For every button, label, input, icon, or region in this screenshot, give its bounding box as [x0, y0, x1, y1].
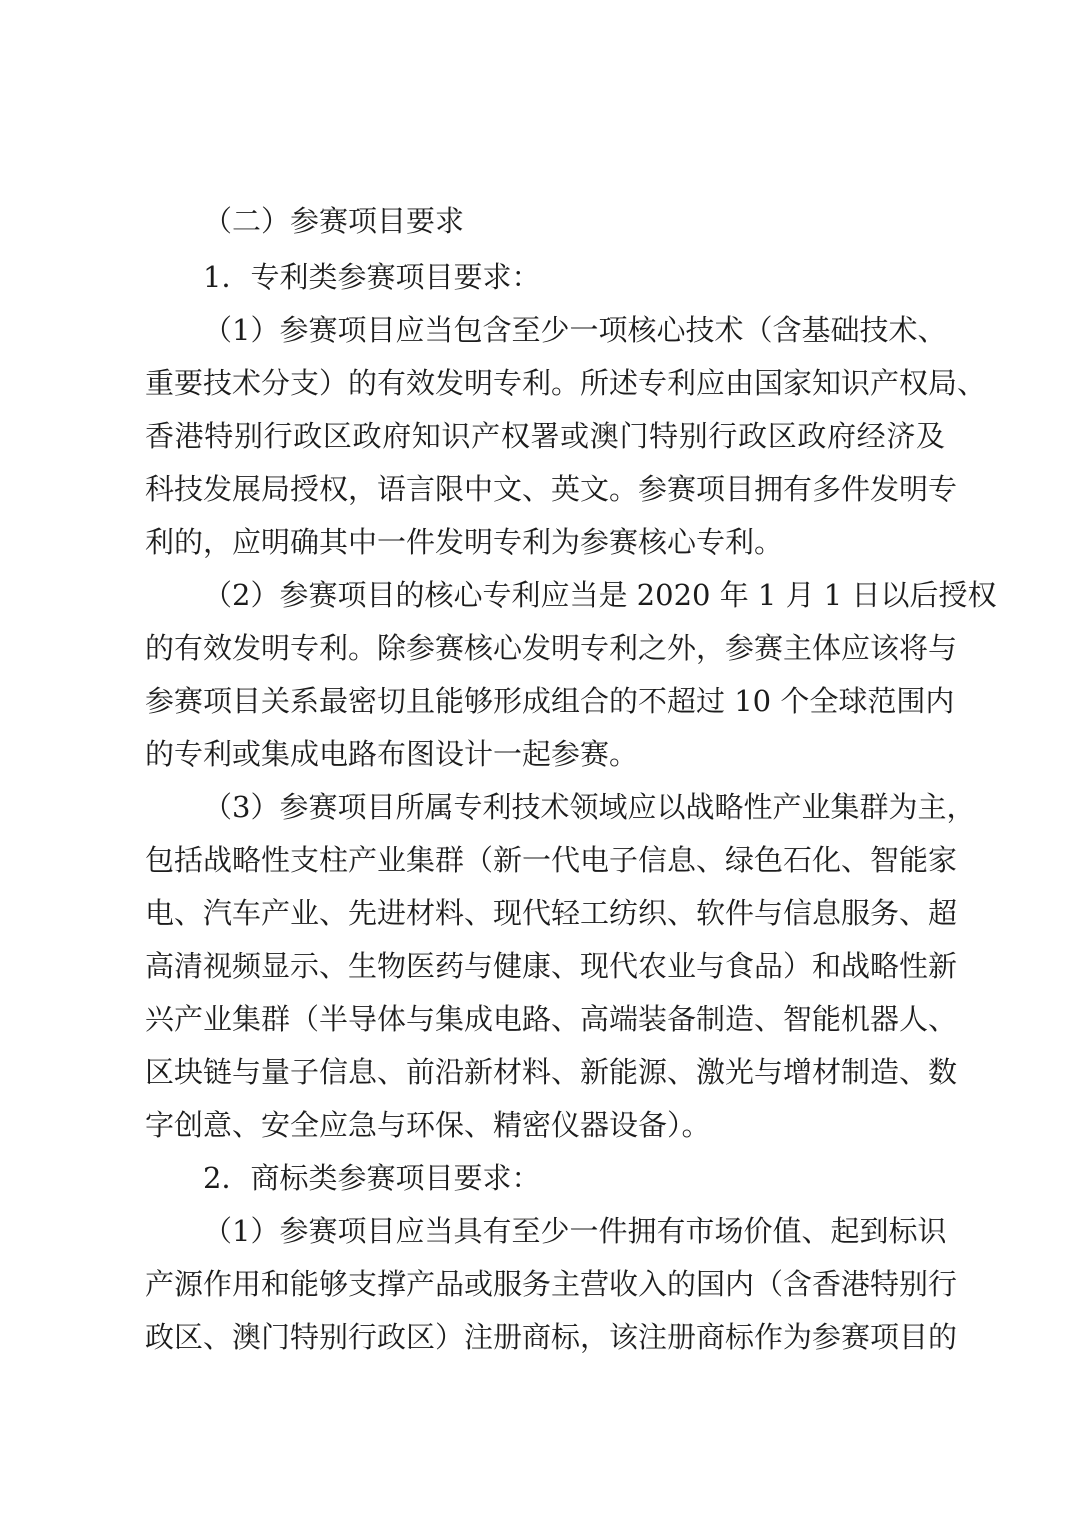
text-line: 电、汽车产业、先进材料、现代轻工纺织、软件与信息服务、超 — [145, 896, 958, 930]
text-line: 香港特别行政区政府知识产权署或澳门特别行政区政府经济及 — [145, 419, 945, 453]
text-line: （1）参赛项目应当包含至少一项核心技术（含基础技术、 — [203, 313, 947, 347]
text-line: 区块链与量子信息、前沿新材料、新能源、激光与增材制造、数 — [145, 1055, 958, 1089]
text-line: 高清视频显示、生物医药与健康、现代农业与食品）和战略性新 — [145, 949, 958, 983]
text-line: 包括战略性支柱产业集群（新一代电子信息、绿色石化、智能家 — [145, 843, 958, 877]
text-line: 利的，应明确其中一件发明专利为参赛核心专利。 — [145, 525, 784, 559]
text-line: 政区、澳门特别行政区）注册商标，该注册商标作为参赛项目的 — [145, 1320, 958, 1354]
text-line: 产源作用和能够支撑产品或服务主营收入的国内（含香港特别行 — [145, 1267, 958, 1301]
text-line: 兴产业集群（半导体与集成电路、高端装备制造、智能机器人、 — [145, 1002, 958, 1036]
text-line: （2）参赛项目的核心专利应当是 2020 年 1 月 1 日以后授权 — [203, 578, 997, 612]
subsection-heading-patent: 1．专利类参赛项目要求： — [203, 260, 541, 294]
text-line: 字创意、安全应急与环保、精密仪器设备）。 — [145, 1108, 711, 1142]
text-line: 科技发展局授权，语言限中文、英文。参赛项目拥有多件发明专 — [145, 472, 958, 506]
text-line: 的专利或集成电路布图设计一起参赛。 — [145, 737, 639, 771]
text-line: （3）参赛项目所属专利技术领域应以战略性产业集群为主， — [203, 790, 976, 824]
text-line: 参赛项目关系最密切且能够形成组合的不超过 10 个全球范围内 — [145, 684, 955, 718]
section-heading: （二）参赛项目要求 — [203, 204, 465, 238]
text-line: 重要技术分支）的有效发明专利。所述专利应由国家知识产权局、 — [145, 366, 987, 400]
subsection-heading-trademark: 2．商标类参赛项目要求： — [203, 1161, 541, 1195]
text-line: 的有效发明专利。除参赛核心发明专利之外，参赛主体应该将与 — [145, 631, 958, 665]
text-line: （1）参赛项目应当具有至少一件拥有市场价值、起到标识 — [203, 1214, 947, 1248]
